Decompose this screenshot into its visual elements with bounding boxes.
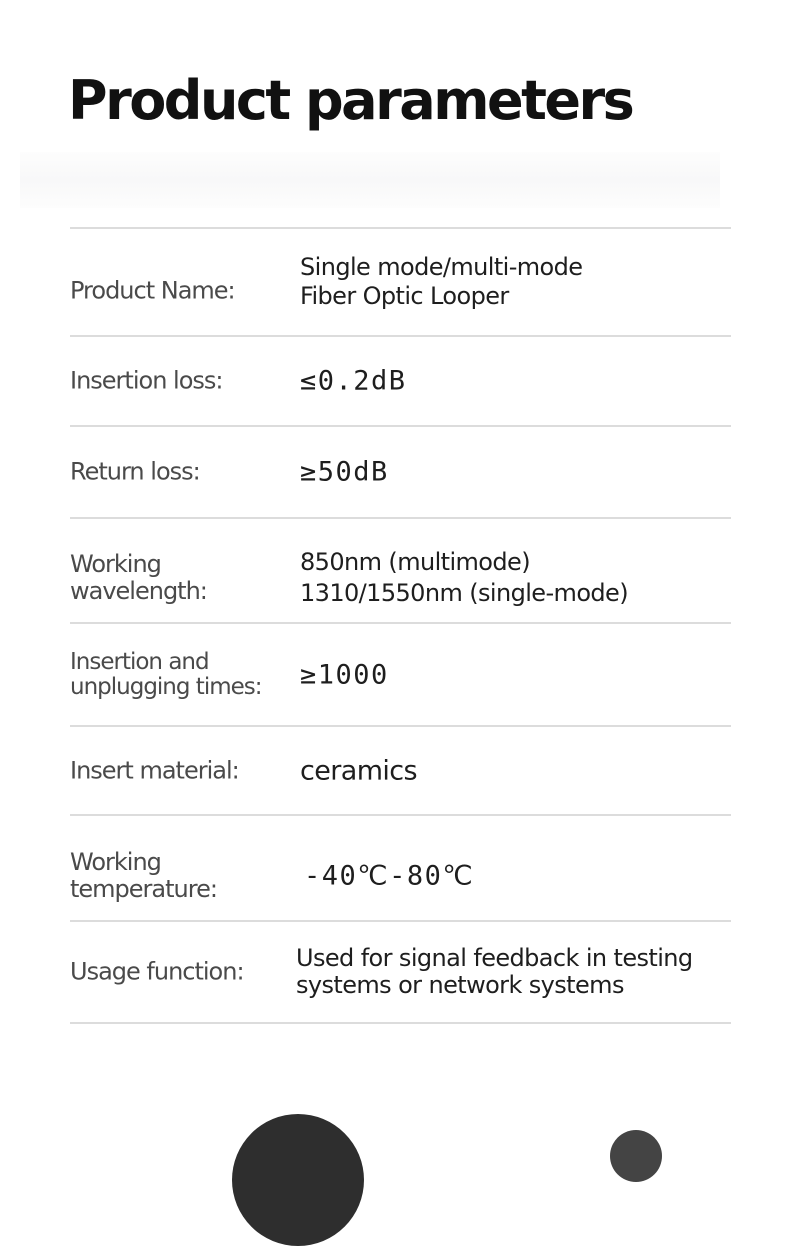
parameter-label: Usage function: <box>70 957 244 986</box>
parameter-table <box>70 227 731 1024</box>
parameter-label: Working wavelength: <box>70 549 207 605</box>
parameter-row-working-temperature <box>70 814 731 920</box>
parameter-value: 850nm (multimode) 1310/1550nm (single-mode) <box>300 547 628 607</box>
parameter-row-return-loss <box>70 425 731 517</box>
parameter-row-insertion-unplugging-times <box>70 622 731 725</box>
title-band <box>20 152 720 208</box>
page-title: Product parameters <box>68 69 633 132</box>
product-image-fragment <box>610 1130 662 1182</box>
parameter-label: Return loss: <box>70 457 200 486</box>
parameter-value: ≤0.2dB <box>300 365 407 397</box>
parameter-value: Used for signal feedback in testing systems or network systems <box>296 944 693 999</box>
parameter-label: Insertion and unplugging times: <box>70 648 262 700</box>
parameter-label: Insert material: <box>70 756 239 784</box>
parameter-value: -40℃-80℃ <box>304 860 475 892</box>
parameter-row-working-wavelength <box>70 517 731 622</box>
parameter-row-insertion-loss <box>70 335 731 425</box>
product-image-fragment <box>232 1114 364 1246</box>
parameter-label: Product Name: <box>70 276 235 305</box>
parameter-row-insert-material <box>70 725 731 814</box>
parameter-value: ceramics <box>300 755 418 786</box>
parameter-value: ≥1000 <box>300 659 389 690</box>
parameter-label: Working temperature: <box>70 848 217 903</box>
parameter-value: ≥50dB <box>300 456 389 488</box>
parameter-row-product-name <box>70 227 731 335</box>
parameter-value: Single mode/multi-mode Fiber Optic Looper <box>300 253 583 310</box>
parameter-row-usage-function <box>70 920 731 1024</box>
parameter-label: Insertion loss: <box>70 366 223 395</box>
